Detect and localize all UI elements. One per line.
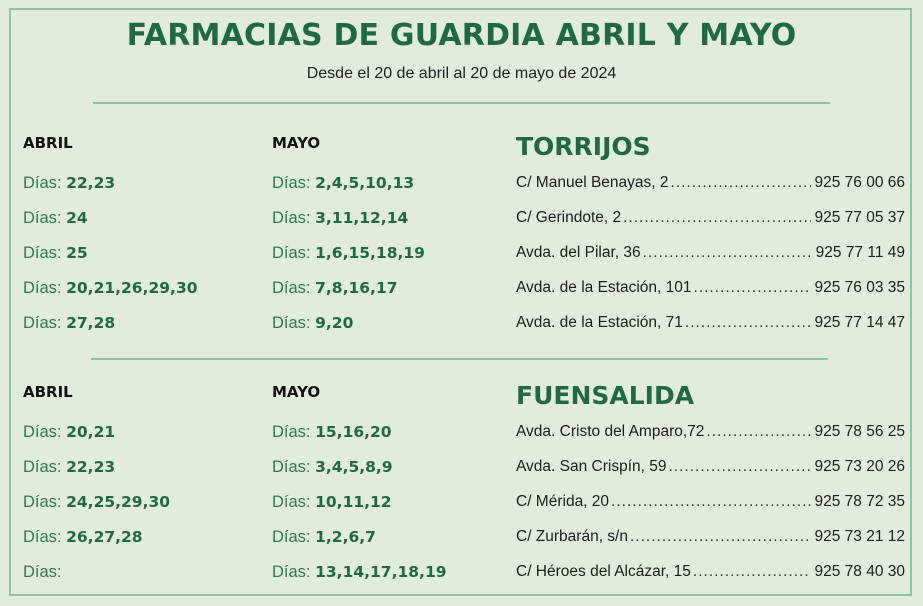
- pharmacy-address: Avda. de la Estación, 71: [516, 314, 683, 331]
- may-days-value: 1,2,6,7: [315, 528, 376, 546]
- may-column-header: MAYO: [272, 134, 321, 152]
- days-label: Días:: [272, 279, 311, 297]
- pharmacy-address: Avda. Cristo del Amparo,72: [516, 423, 705, 440]
- days-label: Días:: [23, 174, 62, 192]
- may-days-value: 2,4,5,10,13: [315, 174, 415, 192]
- days-label: Días:: [272, 174, 311, 192]
- pharmacy-row: [0, 491, 923, 513]
- pharmacy-row: [0, 242, 923, 264]
- pharmacy-address: C/ Mérida, 20: [516, 493, 610, 510]
- pharmacy-address-line: [516, 277, 905, 299]
- april-days: [23, 312, 115, 334]
- may-days: [272, 277, 397, 299]
- page-title: FARMACIAS DE GUARDIA ABRIL Y MAYO: [126, 18, 797, 53]
- days-label: Días:: [23, 279, 62, 297]
- may-days: [272, 172, 414, 194]
- dot-leader: [643, 242, 813, 264]
- april-days-value: 25: [66, 244, 88, 262]
- april-days: [23, 421, 115, 443]
- town-name: FUENSALIDA: [516, 381, 695, 410]
- pharmacy-phone: 925 73 20 26: [814, 458, 905, 475]
- pharmacy-row: [0, 277, 923, 299]
- pharmacy-address-line: [516, 172, 905, 194]
- page-subtitle: Desde el 20 de abril al 20 de mayo de 2024: [306, 65, 617, 82]
- april-days-value: 22,23: [66, 458, 116, 476]
- pharmacy-row: [0, 561, 923, 583]
- may-days: [272, 312, 353, 334]
- may-days: [272, 242, 425, 264]
- dot-leader: [623, 207, 811, 229]
- may-column-header: MAYO: [272, 383, 321, 401]
- pharmacy-phone: 925 76 03 35: [814, 279, 905, 296]
- april-column-header: ABRIL: [23, 134, 73, 152]
- april-days: [23, 561, 62, 583]
- pharmacy-row: [0, 172, 923, 194]
- days-label: Días:: [272, 209, 311, 227]
- pharmacy-address: C/ Manuel Benayas, 2: [516, 174, 669, 191]
- april-days-value: 22,23: [66, 174, 116, 192]
- divider-middle: [91, 358, 828, 360]
- april-days: [23, 456, 115, 478]
- may-days-value: 1,6,15,18,19: [315, 244, 425, 262]
- divider-top: [93, 102, 830, 104]
- pharmacy-address-line: [516, 526, 905, 548]
- pharmacy-phone: 925 78 56 25: [814, 423, 905, 440]
- april-days: [23, 526, 143, 548]
- may-days-value: 13,14,17,18,19: [315, 563, 447, 581]
- april-days: [23, 207, 88, 229]
- pharmacy-row: [0, 526, 923, 548]
- pharmacy-address: C/ Zurbarán, s/n: [516, 528, 628, 545]
- april-days-value: 24,25,29,30: [66, 493, 171, 511]
- dot-leader: [693, 561, 812, 583]
- may-days: [272, 561, 447, 583]
- days-label: Días:: [272, 244, 311, 262]
- dot-leader: [694, 277, 812, 299]
- days-label: Días:: [23, 528, 62, 546]
- may-days: [272, 491, 392, 513]
- may-days-value: 3,4,5,8,9: [315, 458, 393, 476]
- pharmacy-phone: 925 78 40 30: [814, 563, 905, 580]
- dot-leader: [685, 312, 812, 334]
- days-label: Días:: [272, 314, 311, 332]
- april-days: [23, 491, 170, 513]
- dot-leader: [669, 456, 812, 478]
- pharmacy-phone: 925 78 72 35: [814, 493, 905, 510]
- pharmacy-phone: 925 73 21 12: [814, 528, 905, 545]
- april-days-value: 26,27,28: [66, 528, 143, 546]
- may-days-value: 3,11,12,14: [315, 209, 409, 227]
- april-days: [23, 242, 88, 264]
- pharmacy-address-line: [516, 421, 905, 443]
- april-days-value: 24: [66, 209, 88, 227]
- dot-leader: [671, 172, 812, 194]
- pharmacy-phone: 925 76 00 66: [814, 174, 905, 191]
- pharmacy-row: [0, 207, 923, 229]
- april-days-value: 27,28: [66, 314, 116, 332]
- may-days-value: 15,16,20: [315, 423, 392, 441]
- pharmacy-address-line: [516, 561, 905, 583]
- days-label: Días:: [272, 528, 311, 546]
- pharmacy-address: Avda. de la Estación, 101: [516, 279, 692, 296]
- dot-leader: [706, 421, 811, 443]
- dot-leader: [630, 526, 811, 548]
- pharmacy-address-line: [516, 312, 905, 334]
- days-label: Días:: [272, 563, 311, 581]
- days-label: Días:: [23, 244, 62, 262]
- may-days: [272, 456, 393, 478]
- may-days-value: 9,20: [315, 314, 354, 332]
- april-column-header: ABRIL: [23, 383, 73, 401]
- april-days-value: 20,21: [66, 423, 116, 441]
- may-days: [272, 207, 408, 229]
- pharmacy-row: [0, 421, 923, 443]
- days-label: Días:: [272, 493, 311, 511]
- days-label: Días:: [23, 314, 62, 332]
- days-label: Días:: [23, 423, 62, 441]
- pharmacy-phone: 925 77 14 47: [814, 314, 905, 331]
- may-days-value: 7,8,16,17: [315, 279, 398, 297]
- pharmacy-address-line: [516, 491, 905, 513]
- days-label: Días:: [272, 458, 311, 476]
- april-days: [23, 172, 115, 194]
- april-days-value: 20,21,26,29,30: [66, 279, 198, 297]
- pharmacy-address: Avda. San Crispín, 59: [516, 458, 667, 475]
- pharmacy-address: C/ Héroes del Alcázar, 15: [516, 563, 691, 580]
- may-days-value: 10,11,12: [315, 493, 392, 511]
- dot-leader: [611, 491, 811, 513]
- may-days: [272, 526, 376, 548]
- town-name: TORRIJOS: [516, 132, 651, 161]
- days-label: Días:: [23, 493, 62, 511]
- days-label: Días:: [272, 423, 311, 441]
- pharmacy-address: C/ Gerindote, 2: [516, 209, 622, 226]
- pharmacy-address: Avda. del Pilar, 36: [516, 244, 641, 261]
- days-label: Días:: [23, 209, 62, 227]
- april-days: [23, 277, 198, 299]
- pharmacy-row: [0, 456, 923, 478]
- days-label: Días:: [23, 458, 62, 476]
- pharmacy-address-line: [516, 242, 905, 264]
- pharmacy-phone: 925 77 05 37: [814, 209, 905, 226]
- may-days: [272, 421, 392, 443]
- days-label: Días:: [23, 563, 62, 581]
- pharmacy-phone: 925 77 11 49: [815, 244, 905, 261]
- pharmacy-address-line: [516, 456, 905, 478]
- pharmacy-address-line: [516, 207, 905, 229]
- pharmacy-row: [0, 312, 923, 334]
